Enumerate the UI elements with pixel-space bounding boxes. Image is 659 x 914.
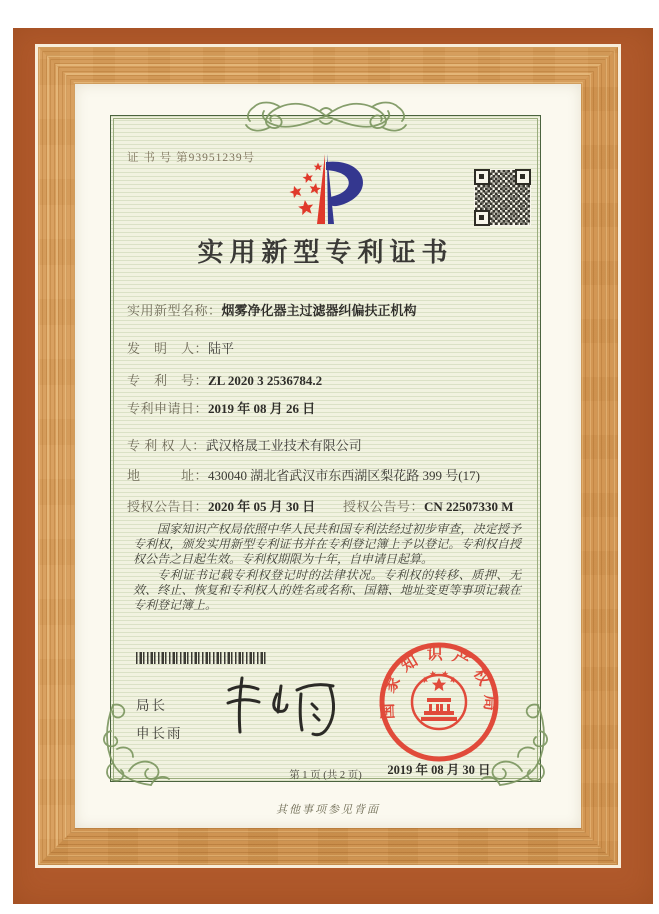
field-filing-date <box>127 398 530 417</box>
frame-top <box>38 47 618 84</box>
field-value: CN 22507330 M <box>424 499 514 514</box>
frame-mat <box>13 28 653 904</box>
field-label: 授权公告日： <box>127 499 209 514</box>
official-seal <box>377 640 501 764</box>
frame-left <box>38 47 75 865</box>
field-label: 地 址： <box>127 468 209 483</box>
field-patent-number <box>127 370 530 389</box>
wooden-frame <box>38 47 618 865</box>
certificate-number: 证 书 号 第93951239号 <box>127 152 256 164</box>
legal-text <box>133 522 521 613</box>
frame-right <box>581 47 618 865</box>
frame-bottom <box>38 828 618 865</box>
field-grant-date-and-number <box>127 496 530 515</box>
field-value: 430040 湖北省武汉市东西湖区梨花路 399 号(17) <box>208 468 480 483</box>
footer-note: 其他事项参见背面 <box>276 804 380 816</box>
director-name: 申长雨 <box>136 726 183 741</box>
field-label: 授权公告号： <box>343 499 425 514</box>
director-signature <box>213 668 348 746</box>
field-value: ZL 2020 3 2536784.2 <box>208 373 323 388</box>
cnipa-logo-icon <box>266 150 384 238</box>
field-value: 陆平 <box>208 341 235 356</box>
page-number: 第 1 页 (共 2 页) <box>289 770 362 781</box>
field-label: 发 明 人： <box>127 341 209 356</box>
certificate-body <box>110 115 541 782</box>
director-title: 局长 <box>136 698 167 713</box>
field-grant-publication-number <box>343 496 514 515</box>
field-label: 实用新型名称： <box>127 303 222 318</box>
field-label: 专利申请日： <box>127 401 209 416</box>
field-label: 专 利 权 人： <box>127 438 206 453</box>
qr-finder-bottom-left <box>474 210 490 226</box>
field-patentee <box>127 435 530 454</box>
field-value: 2019 年 08 月 26 日 <box>208 401 316 416</box>
field-value: 武汉格晟工业技术有限公司 <box>205 438 362 453</box>
field-address <box>127 465 530 484</box>
qr-code <box>474 169 531 226</box>
qr-finder-top-left <box>474 169 490 185</box>
seal-text: 国家知识产权局 <box>379 646 499 720</box>
certificate-paper <box>75 84 581 828</box>
legal-paragraph-1: 国家知识产权局依照中华人民共和国专利法经过初步审查，决定授予专利权，颁发实用新型专利证书并在专利登记簿上予以登记。专利权自授权公告之日起生效。专利权期限为十年，自申请日起算。 <box>133 522 521 567</box>
national-emblem-icon <box>412 670 466 729</box>
frame-liner <box>35 44 621 868</box>
qr-finder-top-right <box>515 169 531 185</box>
seal-date: 2019 年 08 月 30 日 <box>387 763 491 777</box>
field-utility-model-name <box>127 300 530 319</box>
legal-paragraph-2: 专利证书记载专利权登记时的法律状况。专利权的转移、质押、无效、终止、恢复和专利权人的姓名或名称、国籍、地址变更等事项记载在专利登记簿上。 <box>133 567 521 613</box>
field-label: 专 利 号： <box>127 373 209 388</box>
barcode <box>136 652 268 664</box>
flourish-top-ornament <box>236 93 416 139</box>
field-value: 烟雾净化器主过滤器纠偏扶正机构 <box>221 303 417 318</box>
certificate-title: 实用新型专利证书 <box>197 238 454 267</box>
field-inventor <box>127 338 530 357</box>
field-value: 2020 年 05 月 30 日 <box>208 499 316 514</box>
